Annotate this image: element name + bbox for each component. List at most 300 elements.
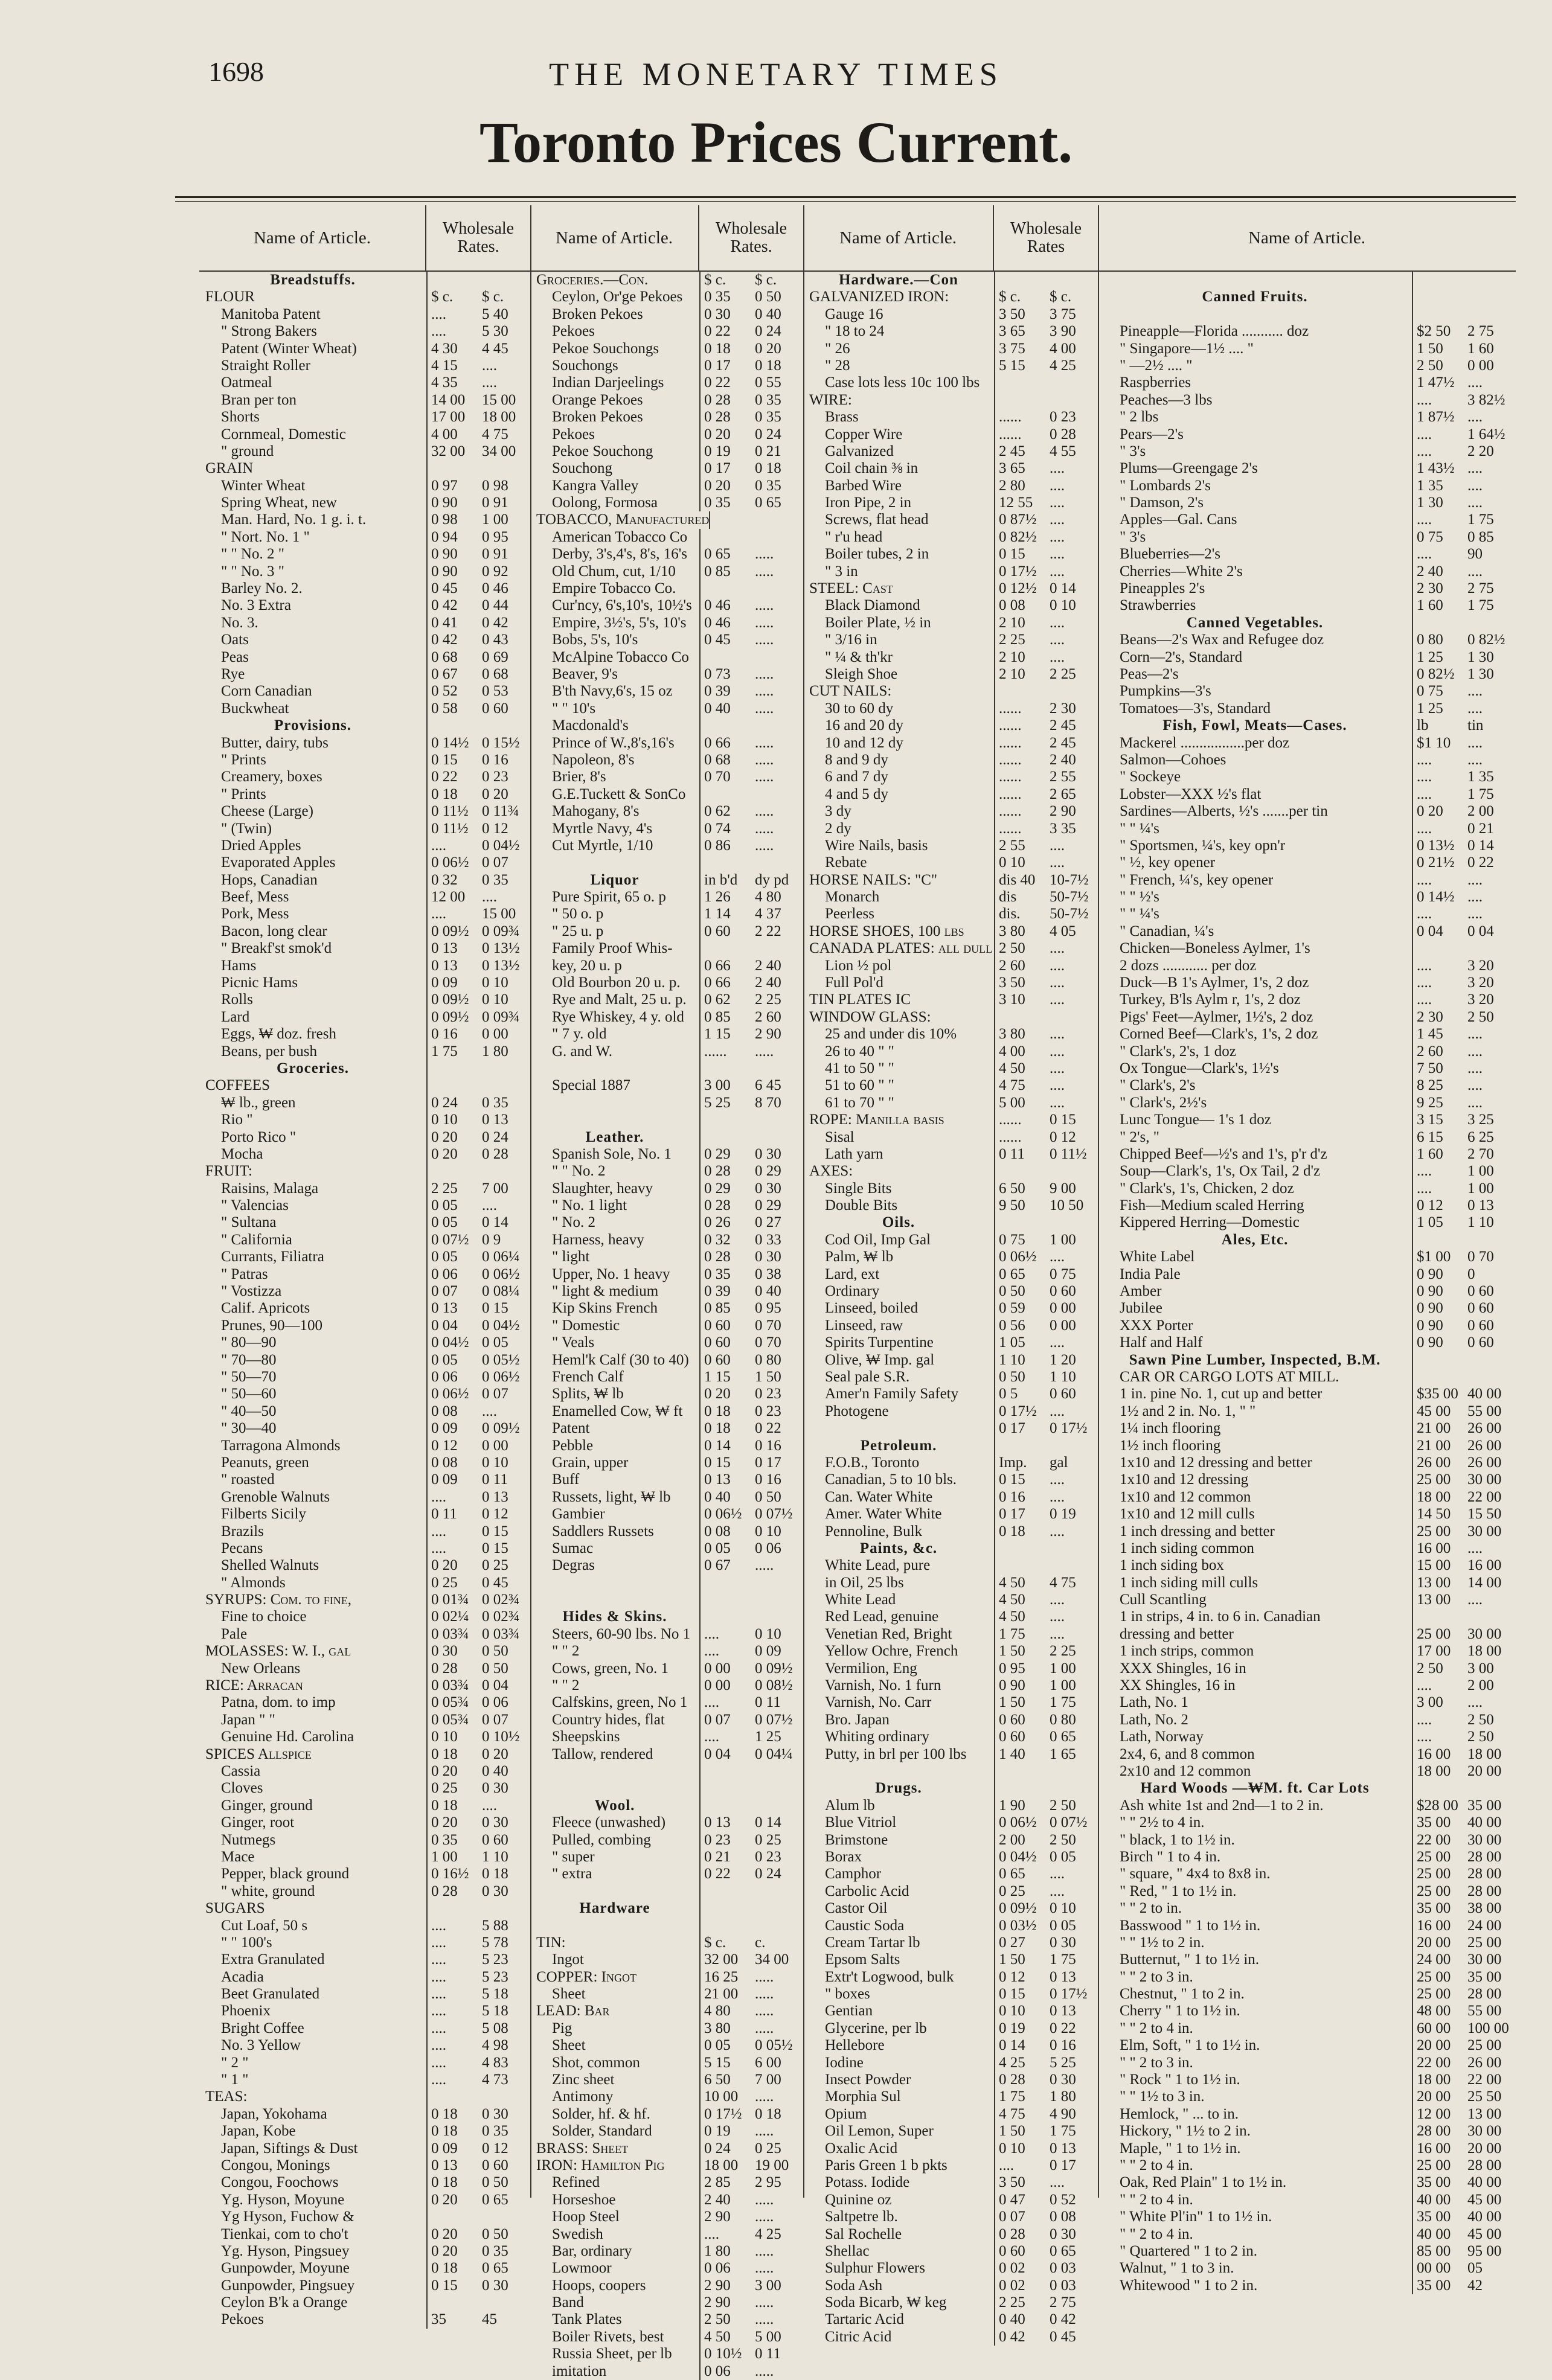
rate-high: 1 00 (1467, 1180, 1494, 1197)
rate-high: .... (1467, 460, 1483, 477)
article-name: Bacon, long clear (221, 923, 327, 939)
price-row (530, 1369, 803, 1386)
rate-high: ..... (755, 563, 774, 580)
article-name: " 2 " (221, 2054, 249, 2071)
price-row (1098, 546, 1516, 563)
article-name: Pekoes (221, 2311, 264, 2328)
rate-high: 0 50 (755, 1488, 781, 1505)
article-name: Kippered Herring—Domestic (1120, 1214, 1300, 1231)
article-name: Tarragona Almonds (221, 1437, 341, 1454)
price-row (199, 769, 530, 785)
article-name: Blueberries—2's (1120, 546, 1220, 563)
rate-low: 2 30 (1412, 1009, 1464, 1026)
article-name: Venetian Red, Bright (825, 1625, 952, 1642)
rate-high: 18 00 (482, 409, 516, 426)
rate-high: .... (1050, 1866, 1065, 1883)
rate-high: 0 04½ (482, 1317, 520, 1334)
price-row (199, 1146, 530, 1163)
rate-low: 2 10 (994, 666, 1046, 683)
category-row (530, 511, 803, 528)
price-row (803, 1232, 1098, 1249)
page-title: Toronto Prices Current. (479, 110, 1073, 174)
article-name: Lard (221, 1008, 250, 1025)
price-row (1098, 2277, 1516, 2294)
article-name: " (Twin) (221, 820, 272, 837)
price-row (803, 615, 1098, 632)
price-row (530, 2294, 803, 2311)
price-row (530, 2037, 803, 2054)
rate-low: 1 25 (1412, 649, 1464, 666)
rate-low: 25 00 (1412, 1883, 1464, 1900)
price-row (199, 2260, 530, 2277)
price-row (199, 1608, 530, 1625)
rate-high: .... (1467, 374, 1483, 391)
rate-low: 0 90 (426, 546, 478, 563)
article-name: Eggs, ₩ doz. fresh (221, 1026, 336, 1043)
rate-high: .... (1050, 837, 1065, 854)
rate-high: .... (1050, 632, 1065, 648)
rate-high: 1 00 (1467, 1163, 1494, 1180)
rate-high (756, 511, 803, 528)
rate-low: 0 21 (699, 1849, 751, 1866)
article-name: Sheet (552, 1986, 586, 2003)
rate-high: ..... (755, 803, 774, 820)
rate-low: 26 00 (1412, 1454, 1464, 1471)
article-name: Camphor (825, 1866, 882, 1883)
rate-high: 2 45 (1050, 734, 1076, 751)
rate-high: ..... (755, 820, 774, 837)
rate-low (994, 272, 1046, 289)
article-name: Mace (221, 1848, 255, 1865)
article-name: Sal Rochelle (825, 2225, 902, 2242)
rate-low: 1 25 (1412, 700, 1464, 717)
rate-low: 4 00 (994, 1043, 1046, 1060)
rate-low (426, 460, 478, 477)
article-name: GRAIN (205, 460, 254, 477)
price-row (530, 1489, 803, 1506)
article-name: Rio " (221, 1112, 253, 1128)
article-name: 1¼ inch flooring (1120, 1420, 1221, 1437)
rate-high: 0 10 (755, 1625, 781, 1642)
rate-high: 2 70 (1467, 1145, 1494, 1162)
article-name: Macdonald's (552, 717, 629, 734)
rate-low: ...... (994, 786, 1046, 803)
price-row (199, 837, 530, 854)
rate-high: 4 00 (1050, 340, 1076, 357)
rate-low: .... (699, 1729, 751, 1745)
rate-low: 3 50 (994, 306, 1046, 323)
rate-high: 10 50 (1050, 1197, 1084, 1214)
article-name: Shorts (221, 409, 260, 426)
rate-low: 0 66 (699, 958, 751, 974)
article-name: Saltpetre lb. (825, 2209, 898, 2225)
rate-high: ..... (755, 2209, 774, 2225)
price-row (199, 1626, 530, 1643)
article-name: Carbolic Acid (825, 1883, 909, 1899)
rate-low: 0 05¾ (426, 1712, 478, 1729)
rate-high: c. (755, 1934, 766, 1951)
rate-low: 4 30 (426, 341, 478, 357)
rate-low: 22 00 (1412, 2055, 1464, 2071)
price-row (803, 1934, 1098, 1951)
rate-high: 2 65 (1050, 785, 1076, 802)
article-name: Buckwheat (221, 700, 289, 717)
article-name: Ceylon, Or'ge Pekoes (552, 289, 683, 305)
rate-high (1046, 1009, 1098, 1026)
section-heading (1098, 1780, 1516, 1797)
rate-high (1464, 940, 1516, 957)
article-name: " Almonds (221, 1574, 286, 1591)
price-row (199, 478, 530, 494)
price-row (199, 1112, 530, 1128)
article-name: " 7 y. old (552, 1026, 607, 1043)
rate-high: 0 30 (755, 1145, 781, 1162)
price-row (530, 1214, 803, 1231)
rate-low: 0 65 (994, 1266, 1046, 1283)
rate-low (699, 1763, 751, 1780)
price-row (1098, 2123, 1516, 2140)
rate-high: 0 00 (1050, 1317, 1076, 1334)
article-name: Elm, Soft, " 1 to 1½ in. (1120, 2037, 1260, 2054)
rate-high: 0 16 (755, 1471, 781, 1488)
article-name: Groceries. (277, 1060, 349, 1076)
article-name: 25 and under dis 10% (825, 1026, 957, 1043)
rate-low: .... (426, 1523, 478, 1540)
price-row (530, 1386, 803, 1403)
rate-high: 0 10 (755, 1523, 781, 1540)
price-row (803, 2329, 1098, 2346)
article-name: Iodine (825, 2054, 864, 2071)
rate-high: 0 65 (755, 494, 781, 511)
rate-high: 1 75 (1050, 1951, 1076, 1968)
article-name: Lath, Norway (1120, 1729, 1204, 1745)
rate-high (1046, 1163, 1098, 1180)
article-name: 2 dozs ............ per doz (1120, 957, 1257, 974)
article-name: Cherry " 1 to 1½ in. (1120, 2003, 1240, 2020)
rate-low: 0 20 (426, 1146, 478, 1163)
rate-high: 26 00 (1467, 2054, 1502, 2071)
rate-high: 0 14 (1467, 837, 1494, 854)
article-name: " Clark's, 2's, 1 doz (1120, 1043, 1236, 1060)
rate-low: 45 00 (1412, 1403, 1464, 1420)
rate-low: 0 09½ (994, 1900, 1046, 1917)
price-row (1098, 2088, 1516, 2105)
article-name: 30 to 60 dy (825, 700, 894, 717)
price-row (199, 1334, 530, 1351)
price-row (803, 478, 1098, 494)
article-name: Hams (221, 957, 257, 974)
rate-high: 5 23 (482, 1968, 508, 1985)
rate-low: 0 20 (426, 1129, 478, 1146)
rate-low: 0 65 (699, 546, 751, 563)
article-name: Hops, Canadian (221, 871, 318, 888)
category-row (530, 1934, 803, 1951)
article-name: Amber (1120, 1283, 1162, 1300)
rate-high: 1 64½ (1467, 426, 1506, 443)
price-row (199, 803, 530, 820)
price-row (530, 1438, 803, 1454)
price-row (803, 1608, 1098, 1625)
price-row (199, 306, 530, 323)
article-name: " " ½'s (1120, 889, 1159, 906)
rate-low (699, 1591, 751, 1608)
article-name: No. 3 Extra (221, 597, 291, 614)
category-row (803, 1112, 1098, 1128)
rate-low: 25 00 (1412, 2157, 1464, 2174)
rate-high: 0 35 (482, 1094, 508, 1111)
rate-high: 0 02¾ (482, 1608, 520, 1625)
price-row (1098, 1643, 1516, 1660)
rate-high: .... (1050, 460, 1065, 477)
price-row (1098, 1214, 1516, 1231)
article-name: " " 2 (552, 1643, 580, 1660)
article-name: Pig (552, 2020, 572, 2036)
article-name: Genuine Hd. Carolina (221, 1729, 354, 1745)
rate-high: 05 (1467, 2260, 1483, 2277)
price-row (1098, 1060, 1516, 1077)
article-name: Ceylon B'k a Orange (221, 2294, 348, 2311)
rate-high: .... (1467, 1043, 1483, 1060)
article-name: XX Shingles, 16 in (1120, 1677, 1236, 1694)
price-row (1098, 1403, 1516, 1420)
price-row (199, 683, 530, 700)
rate-high: .... (1467, 1060, 1483, 1076)
price-row (199, 1763, 530, 1780)
price-row (1098, 1197, 1516, 1214)
rate-high: 0 30 (1050, 2225, 1076, 2242)
article-name: Pebble (552, 1437, 594, 1454)
price-row (199, 409, 530, 426)
price-row (530, 991, 803, 1008)
rate-high: .... (1467, 906, 1483, 923)
rate-high (1464, 1608, 1516, 1625)
rate-low: 0 20 (699, 1386, 751, 1403)
article-name: HORSE NAILS: "C" (809, 871, 938, 888)
article-name: Sulphur Flowers (825, 2260, 925, 2277)
article-name: " Veals (552, 1334, 595, 1351)
article-name: Spring Wheat, new (221, 494, 337, 511)
price-row (803, 1763, 1098, 1780)
section-heading (1098, 717, 1516, 734)
article-name: Peaches—3 lbs (1120, 391, 1213, 408)
rate-low: 0 06 (699, 2363, 751, 2380)
rate-high: .... (482, 1403, 497, 1419)
article-name: " Patras (221, 1265, 268, 1282)
rate-high (1046, 374, 1098, 391)
rate-low: 0 20 (699, 426, 751, 443)
price-row (1098, 2055, 1516, 2071)
article-name: Acadia (221, 1968, 264, 1985)
article-name: B'th Navy,6's, 15 oz (552, 683, 673, 700)
article-name: " " 2 to 4 in. (1120, 2157, 1193, 2174)
category-row (199, 1900, 530, 1917)
article-name: Wire Nails, basis (825, 837, 928, 854)
article-name: Lion ½ pol (825, 957, 892, 974)
rate-low: 28 00 (1412, 2123, 1464, 2140)
price-row (803, 786, 1098, 803)
rate-low: 25 00 (1412, 1626, 1464, 1643)
rate-high: .... (1467, 700, 1483, 717)
rate-low: 0 60 (699, 1334, 751, 1351)
rate-high: .... (1050, 528, 1065, 545)
article-name: Sisal (825, 1128, 855, 1145)
price-row (199, 2037, 530, 2054)
rate-low: 7 50 (1412, 1060, 1464, 1077)
article-name: Hardware.—Con (839, 272, 958, 288)
article-name: " French, ¼'s, key opener (1120, 871, 1274, 888)
masthead: THE MONETARY TIMES (549, 56, 1003, 92)
price-row (1098, 511, 1516, 528)
article-name: " Clark's, 2's (1120, 1077, 1196, 1094)
rate-high: 40 00 (1467, 2174, 1502, 2191)
rate-low: 2 00 (994, 1832, 1046, 1849)
article-name: Sheepskins (552, 1729, 620, 1745)
rate-low: 0 11½ (426, 821, 478, 837)
rate-low: 0 09 (426, 2140, 478, 2157)
article-name: Fine to choice (221, 1608, 307, 1625)
rate-low: 0 19 (699, 2123, 751, 2140)
rate-low (994, 1780, 1046, 1797)
rate-high: 0 15 (482, 1300, 508, 1317)
article-name: Pure Spirit, 65 o. p (552, 889, 666, 906)
article-name: " 40—50 (221, 1403, 277, 1419)
rate-high: 0 13 (482, 1488, 508, 1505)
article-name: 61 to 70 " " (825, 1094, 894, 1111)
price-row (803, 2226, 1098, 2243)
article-name: " square, " 4x4 to 8x8 in. (1120, 1866, 1271, 1883)
rate-low: 0 15 (994, 1471, 1046, 1488)
article-name: Strawberries (1120, 597, 1196, 614)
article-name: Fleece (unwashed) (552, 1814, 666, 1831)
rate-low: 0 00 (699, 1660, 751, 1677)
price-row (530, 2260, 803, 2277)
rate-low: 0 90 (1412, 1283, 1464, 1300)
article-name: 1x10 and 12 dressing and better (1120, 1454, 1312, 1471)
article-name: " White Pl'in" 1 to 1½ in. (1120, 2209, 1272, 2225)
title-rule-bottom (175, 201, 1516, 202)
article-name: " " 2 to 3 in. (1120, 1968, 1193, 1985)
rate-high: 4 75 (1050, 1574, 1076, 1591)
price-row (530, 460, 803, 477)
rate-low: 0 59 (994, 1300, 1046, 1317)
rate-low (699, 1129, 751, 1146)
rate-high: 0 24 (755, 426, 781, 443)
article-name: " 2 lbs (1120, 409, 1159, 426)
rate-high: .... (1050, 991, 1065, 1008)
rate-low: 16 00 (1412, 1918, 1464, 1934)
rate-high: 55 00 (1467, 1403, 1502, 1419)
price-row (530, 940, 803, 957)
rate-low (699, 940, 751, 957)
article-name: " Sportsmen, ¼'s, key opn'r (1120, 837, 1286, 854)
price-row (199, 1523, 530, 1540)
rate-high: 0 14 (482, 1214, 508, 1231)
price-row (530, 1849, 803, 1866)
rate-high: 0 12 (482, 820, 508, 837)
rate-low: 0 13 (699, 1471, 751, 1488)
rate-low: 2 90 (699, 2277, 751, 2294)
price-row (199, 958, 530, 974)
price-row (199, 940, 530, 957)
rate-high: 0 22 (1467, 854, 1494, 871)
rate-low: 0 85 (699, 563, 751, 580)
rate-low: 25 00 (1412, 1969, 1464, 1986)
rate-high: .... (1467, 871, 1483, 888)
rate-high: 0 15½ (482, 734, 520, 751)
rate-high: 1 00 (1050, 1660, 1076, 1677)
article-name: Japan, Siftings & Dust (221, 2140, 358, 2157)
price-row (803, 1317, 1098, 1334)
price-row (1098, 1163, 1516, 1180)
rate-low: 0 09½ (426, 923, 478, 940)
page-number: 1698 (208, 56, 264, 87)
article-name: " 26 (825, 340, 850, 357)
price-row (1098, 1009, 1516, 1026)
rate-low: 0 03½ (994, 1918, 1046, 1934)
rate-low: 4 50 (994, 1591, 1046, 1608)
price-row (803, 1471, 1098, 1488)
article-name: FRUIT: (205, 1163, 252, 1180)
rate-low: 25 00 (1412, 1523, 1464, 1540)
article-name: CANADA PLATES: all dull (809, 940, 993, 957)
price-row (1098, 1883, 1516, 1900)
price-row (803, 649, 1098, 666)
article-name: " Sockeye (1120, 769, 1181, 785)
article-name: Band (552, 2294, 584, 2311)
rate-high: ..... (755, 2020, 774, 2036)
rate-low: .... (426, 1540, 478, 1557)
price-row (1098, 872, 1516, 889)
price-row (803, 1746, 1098, 1763)
rate-high: 0 29 (755, 1163, 781, 1180)
rate-low: 0 17½ (699, 2106, 751, 2123)
rate-low: 35 00 (1412, 2277, 1464, 2294)
rate-low: 0 60 (699, 923, 751, 940)
price-row (803, 889, 1098, 906)
price-row (803, 1832, 1098, 1849)
price-row (803, 2192, 1098, 2209)
rate-high: 3 00 (755, 2277, 781, 2294)
price-row (530, 1918, 803, 1934)
price-row (1098, 1300, 1516, 1317)
price-row (530, 1180, 803, 1197)
rate-low: 2 85 (699, 2174, 751, 2191)
article-name: " California (221, 1231, 292, 1248)
article-name: Chicken—Boneless Aylmer, 1's (1120, 940, 1310, 957)
rate-high: 7 00 (755, 2071, 781, 2088)
rate-high: ..... (755, 2294, 774, 2311)
article-name: White Lead (825, 1591, 896, 1608)
rate-high: 0 42 (482, 614, 508, 631)
article-name: 41 to 50 " " (825, 1060, 894, 1076)
rate-high: 0 10½ (482, 1729, 520, 1745)
rates-header: Wholesale Rates. (698, 205, 803, 270)
rate-low: 0 06½ (994, 1249, 1046, 1265)
rate-high: 1 10 (482, 1848, 508, 1865)
rate-high: 0 13 (1050, 2140, 1076, 2157)
rate-high: ..... (755, 2088, 774, 2105)
rate-low: 0 02 (994, 2260, 1046, 2277)
rate-high: 0 12 (1050, 1128, 1076, 1145)
price-row (199, 2174, 530, 2191)
price-row (530, 2192, 803, 2209)
article-name: Salmon—Cohoes (1120, 751, 1227, 768)
rate-high: .... (1050, 1060, 1065, 1076)
rate-high: 1 00 (482, 511, 508, 528)
rate-high: 0 25 (755, 2140, 781, 2157)
price-row (530, 889, 803, 906)
price-row (803, 1403, 1098, 1420)
